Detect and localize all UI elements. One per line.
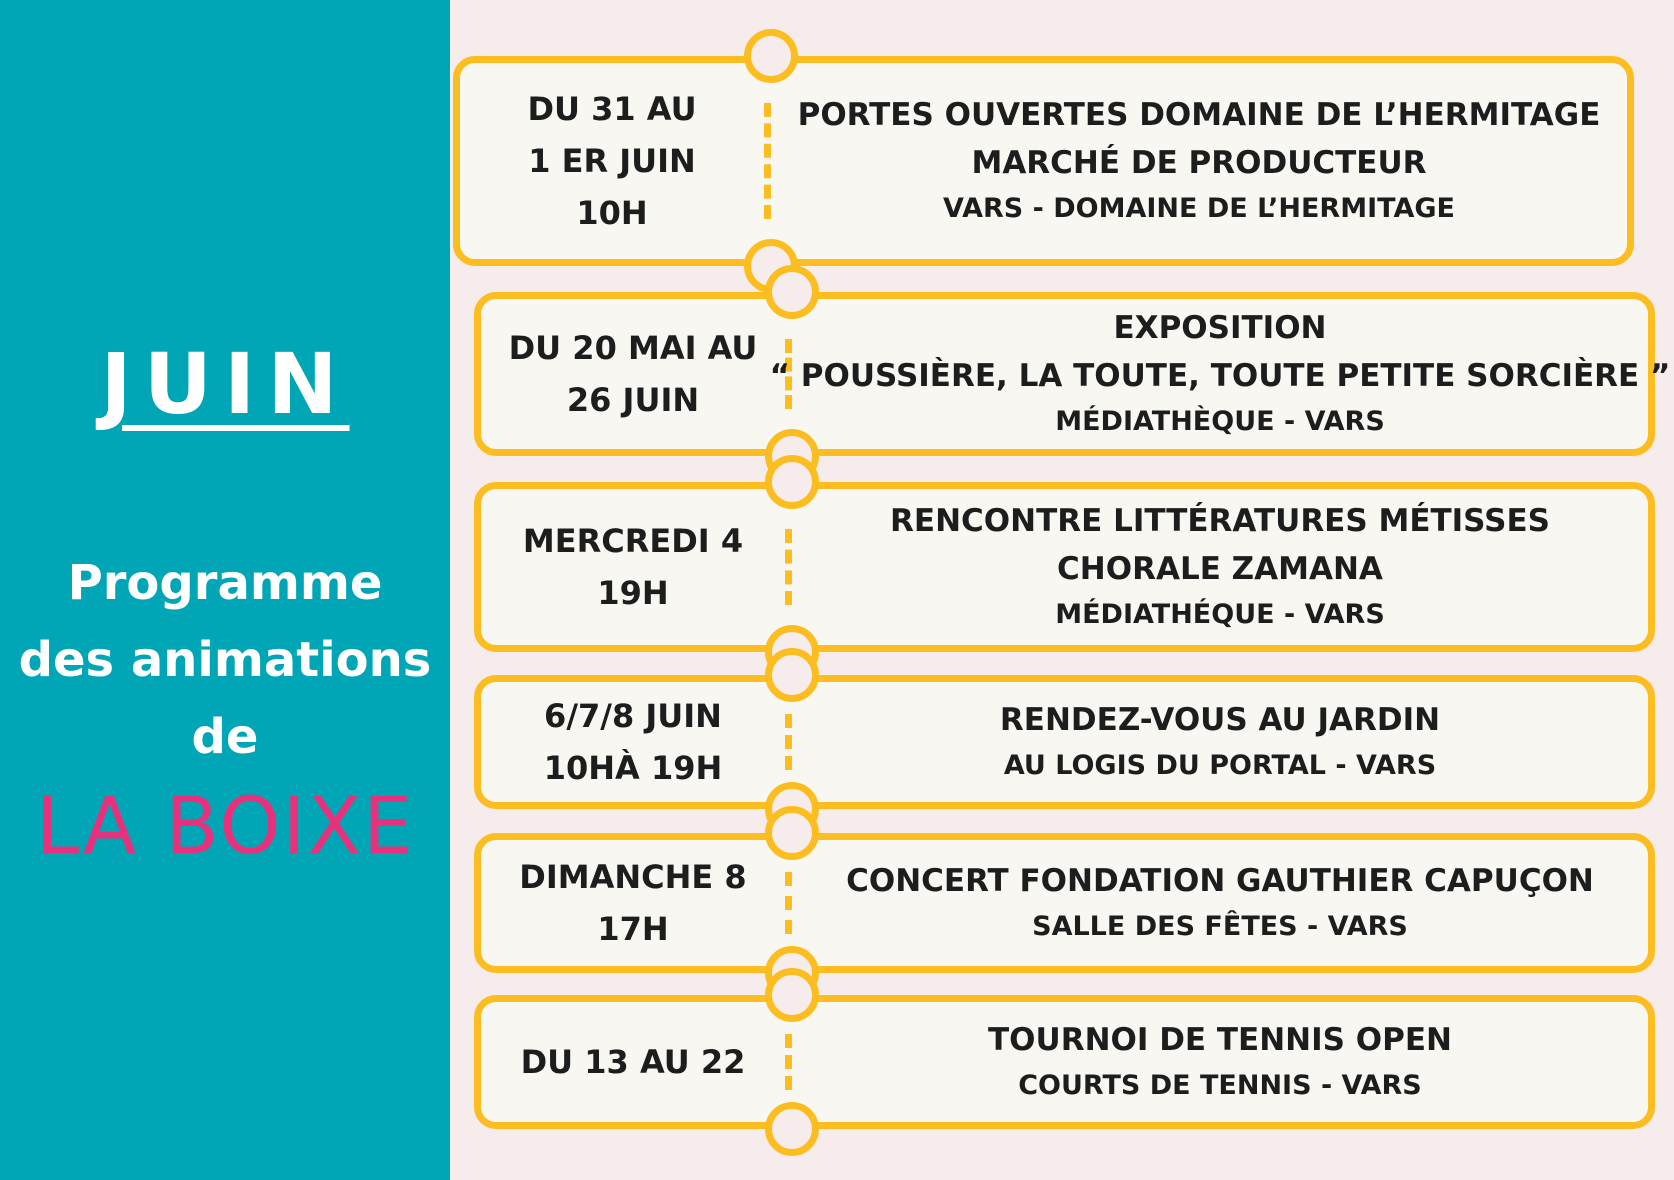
event-details <box>769 299 1671 449</box>
event-date-line: MERCREDI 4 <box>522 522 744 560</box>
event-date-line: 1 ER JUIN <box>528 142 696 180</box>
event-details <box>792 489 1648 645</box>
event-details <box>792 1002 1648 1122</box>
event-title: CHORALE ZAMANA <box>1057 551 1383 587</box>
ticket-perforation <box>785 1034 792 1090</box>
event-details <box>792 840 1648 966</box>
event-ticket <box>453 56 1634 266</box>
event-ticket <box>474 292 1671 456</box>
event-title: TOURNOI DE TENNIS OPEN <box>988 1022 1452 1058</box>
town-name: LA BOIXE <box>35 782 415 872</box>
event-date-line: DU 13 AU 22 <box>520 1043 746 1081</box>
ticket-perforation <box>785 714 792 770</box>
event-title: PORTES OUVERTES DOMAINE DE L’HERMITAGE <box>797 97 1601 133</box>
program-line: de <box>191 709 259 765</box>
event-date-line: 6/7/8 JUIN <box>544 697 722 735</box>
event-place: MÉDIATHÈQUE - VARS <box>1055 406 1385 437</box>
event-date <box>460 63 764 259</box>
event-date <box>481 489 785 645</box>
event-date-line: DU 20 MAI AU <box>508 329 758 367</box>
event-date <box>481 682 785 802</box>
event-date <box>481 840 785 966</box>
sidebar-panel <box>0 0 450 1180</box>
event-title: CONCERT FONDATION GAUTHIER CAPUÇON <box>846 863 1594 899</box>
event-title: “ POUSSIÈRE, LA TOUTE, TOUTE PETITE SORCIÈRE ” <box>769 358 1671 394</box>
event-date-line: 17H <box>597 910 669 948</box>
event-place: MÉDIATHÉQUE - VARS <box>1055 599 1385 630</box>
program-subtitle <box>0 545 450 776</box>
event-title: MARCHÉ DE PRODUCTEUR <box>971 145 1427 181</box>
month-heading: JUIN <box>100 335 350 433</box>
ticket-perforation <box>785 872 792 934</box>
event-title: RENDEZ-VOUS AU JARDIN <box>999 702 1441 738</box>
ticket-perforation <box>764 103 771 219</box>
event-place: AU LOGIS DU PORTAL - VARS <box>1003 750 1437 781</box>
event-date <box>481 299 785 449</box>
event-date-line: DIMANCHE 8 <box>519 858 747 896</box>
event-details <box>792 682 1648 802</box>
event-date-line: 10H <box>576 194 648 232</box>
event-ticket <box>474 995 1655 1129</box>
event-date-line: 10HÀ 19H <box>543 749 723 787</box>
event-ticket <box>474 675 1655 809</box>
event-title: RENCONTRE LITTÉRATURES MÉTISSES <box>890 503 1550 539</box>
event-date-line: 26 JUIN <box>566 381 700 419</box>
event-date <box>481 1002 785 1122</box>
ticket-perforation <box>785 529 792 605</box>
event-place: VARS - DOMAINE DE L’HERMITAGE <box>943 193 1455 224</box>
event-ticket <box>474 833 1655 973</box>
event-date-line: 19H <box>597 574 669 612</box>
event-title: EXPOSITION <box>1113 310 1327 346</box>
event-details <box>771 63 1627 259</box>
event-place: SALLE DES FÊTES - VARS <box>1032 911 1408 942</box>
event-date-line: DU 31 AU <box>527 90 697 128</box>
program-line: des animations <box>18 632 432 688</box>
event-place: COURTS DE TENNIS - VARS <box>1018 1070 1422 1101</box>
program-line: Programme <box>67 555 383 611</box>
event-ticket <box>474 482 1655 652</box>
